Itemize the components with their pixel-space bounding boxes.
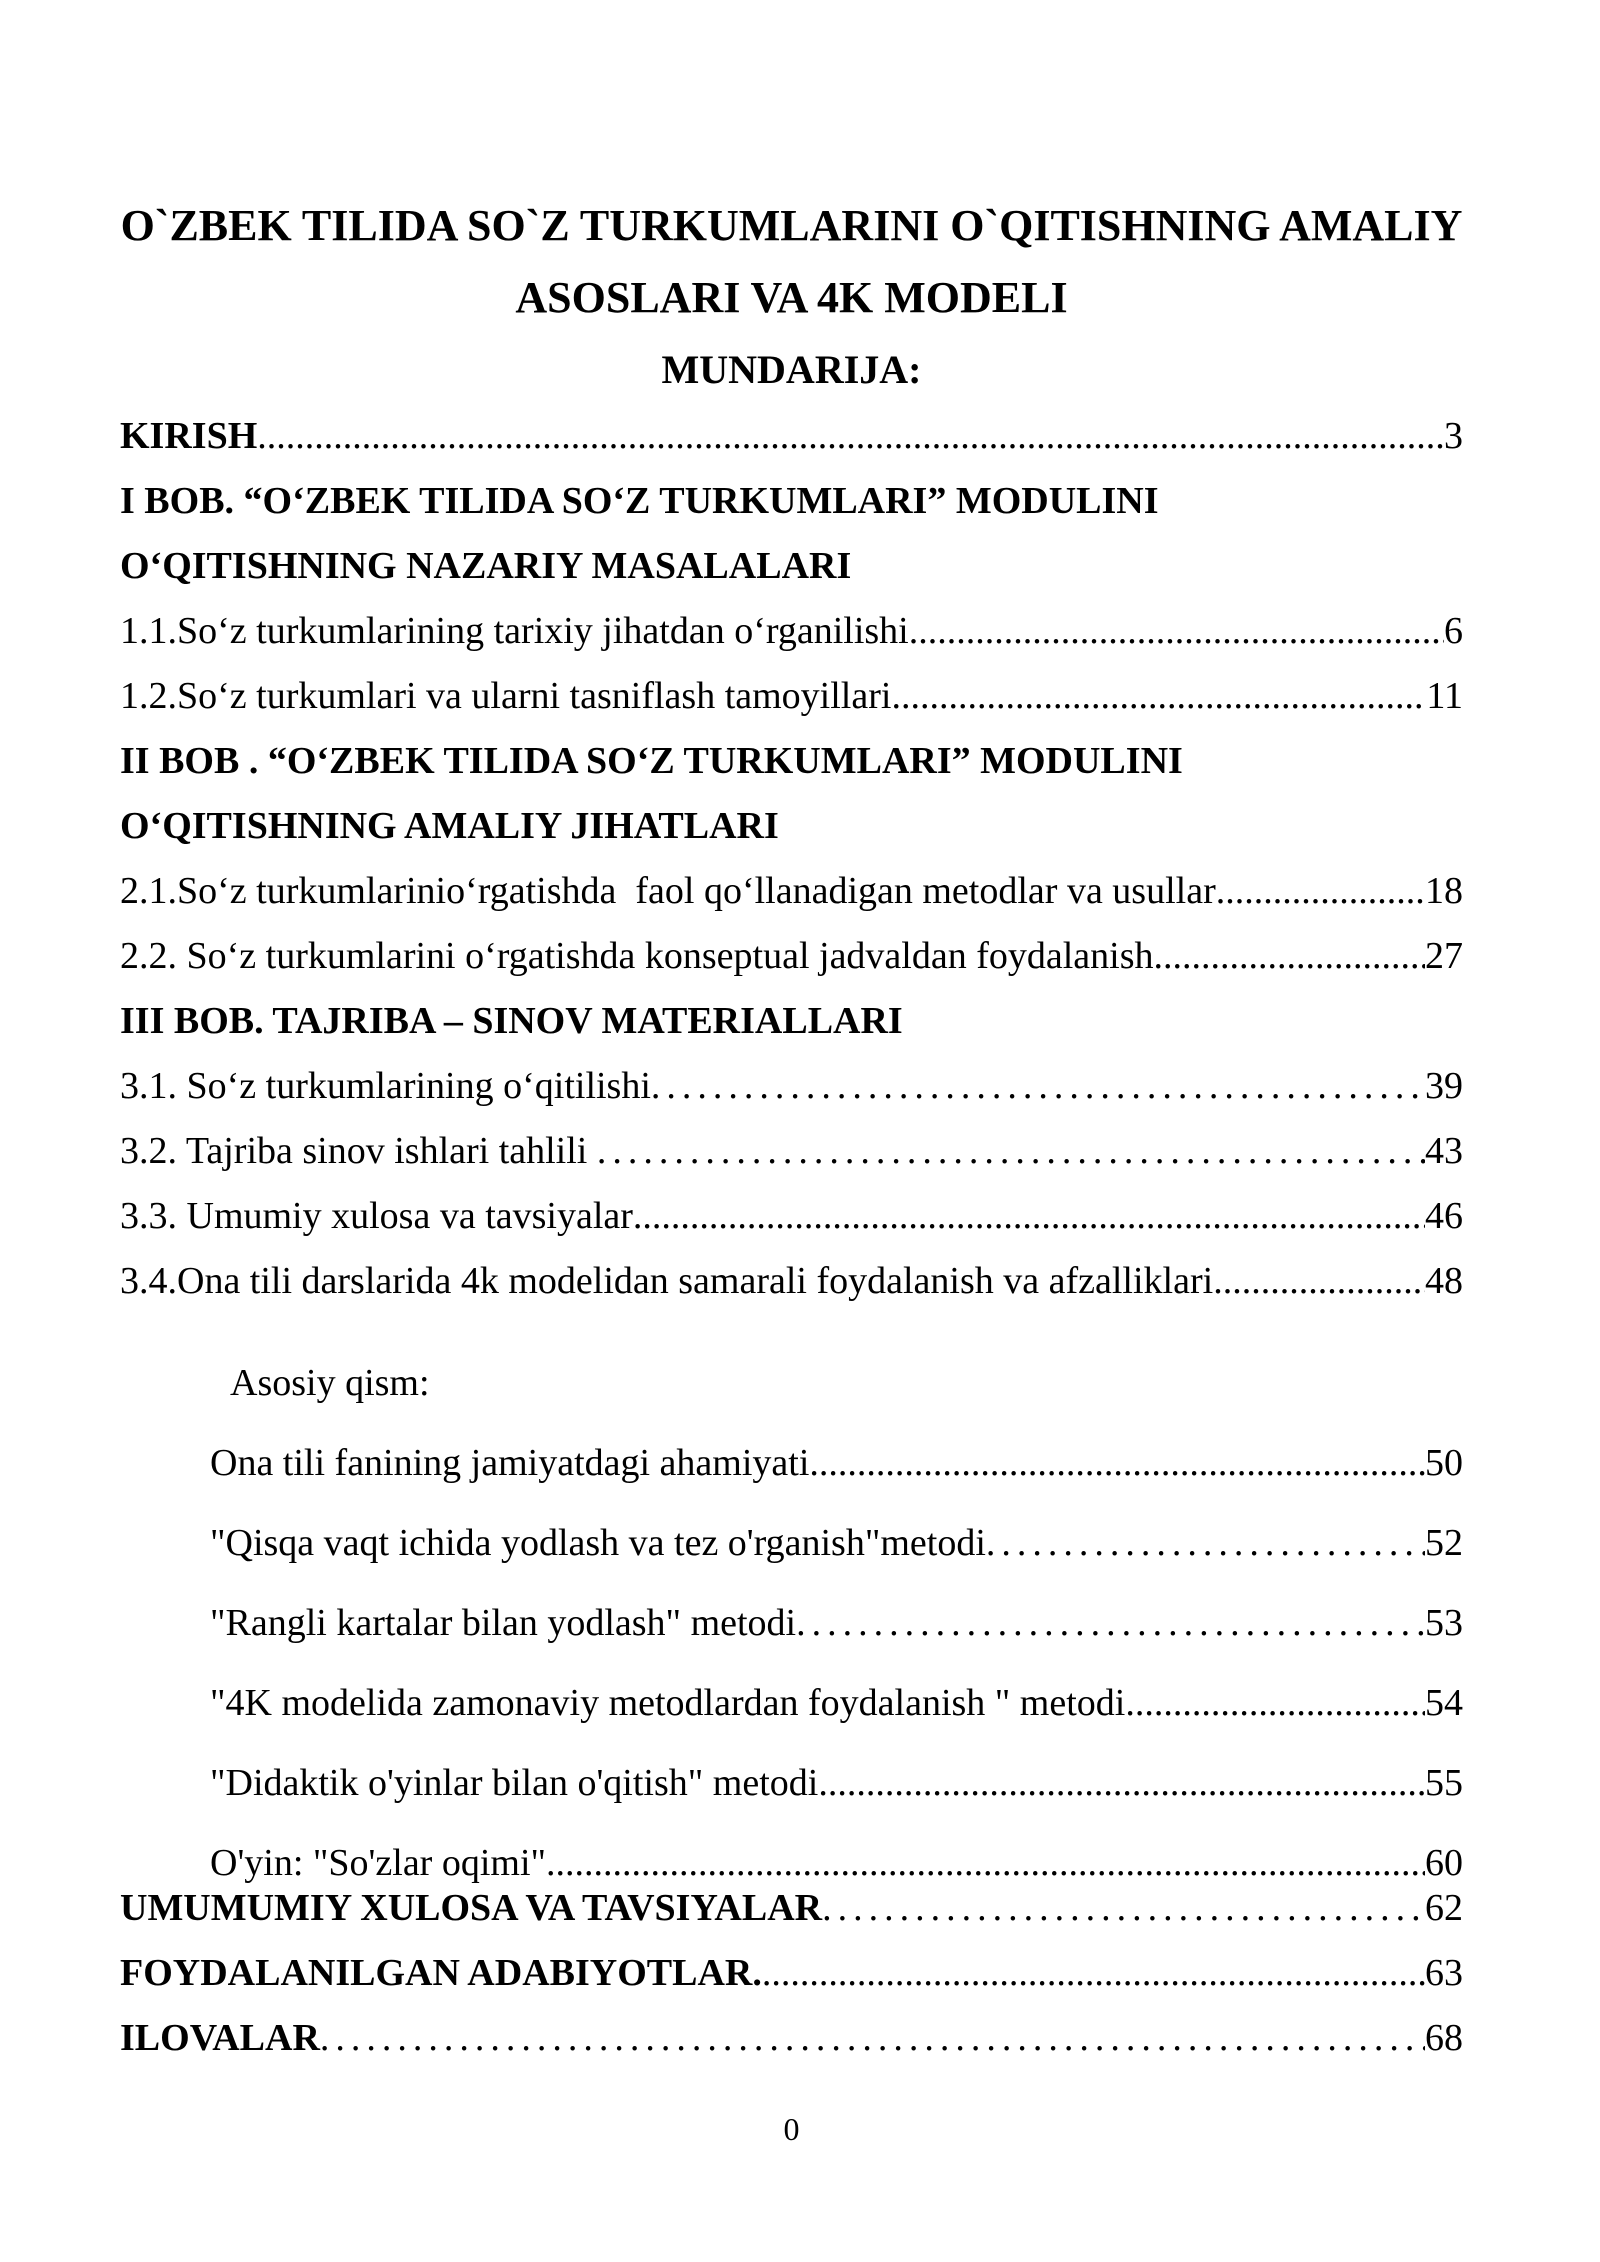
toc-entry-label: 3.3. Umumiy xulosa va tavsiyalar: [120, 1195, 633, 1237]
toc-leader-dots: [1125, 1663, 1425, 1743]
toc-entry-label: O‘QITISHNING AMALIY JIHATLARI: [120, 805, 779, 847]
toc-heading: MUNDARIJA:: [661, 347, 922, 392]
toc-entry-page: 27: [1425, 935, 1463, 977]
toc-entry-label: O‘QITISHNING NAZARIY MASALALARI: [120, 545, 852, 587]
toc-entry-label: 3.2. Tajriba sinov ishlari tahlili: [120, 1130, 597, 1172]
toc-entry: [120, 1423, 1463, 1503]
toc-entry-label: I BOB. “O‘ZBEK TILIDA SO‘Z TURKUMLARI” MODULINI: [120, 480, 1159, 522]
toc-entry: [120, 1503, 1463, 1583]
toc-leader-dots: [822, 1876, 1425, 1941]
document-title: [120, 190, 1463, 334]
toc-entry-label: "Qisqa vaqt ichida yodlash va tez o'rganish"metodi: [210, 1522, 986, 1564]
toc-entry-page: 55: [1425, 1762, 1463, 1804]
toc-entry: [120, 794, 1463, 859]
toc-entry-label: 2.1.So‘z turkumlarinio‘rgatishda faol qo‘llanadigan metodlar va usullar: [120, 870, 1216, 912]
toc-entry-label: III BOB. TAJRIBA – SINOV MATERIALLARI: [120, 1000, 903, 1042]
toc-entry: [120, 404, 1463, 469]
toc-leader-dots: [651, 1054, 1425, 1119]
toc-entry-label: KIRISH: [120, 415, 258, 457]
toc-entry: [120, 2006, 1463, 2071]
toc-entry-label: "Rangli kartalar bilan yodlash" metodi: [210, 1602, 797, 1644]
toc-entry: [120, 1663, 1463, 1743]
toc-leader-dots: [818, 1743, 1425, 1823]
toc-entry: [120, 1184, 1463, 1249]
document-title-line-1: O`ZBEK TILIDA SO`Z TURKUMLARINI O`QITISHNING AMALIY: [120, 201, 1463, 250]
toc-entry-page: 63: [1425, 1952, 1463, 1994]
toc-entry-label: ILOVALAR: [120, 2017, 320, 2059]
toc-entry: [120, 1054, 1463, 1119]
toc-entry-label: 3.1. So‘z turkumlarining o‘qitilishi: [120, 1065, 651, 1107]
toc-entry-page: 68: [1425, 2017, 1463, 2059]
toc-entry-label: 1.2.So‘z turkumlari va ularni tasniflash tamoyillari: [120, 675, 892, 717]
document-title-line-2: ASOSLARI VA 4K MODELI: [515, 273, 1068, 322]
toc-entry-label: UMUMUMIY XULOSA VA TAVSIYALAR: [120, 1887, 823, 1929]
toc-entry: [120, 1119, 1463, 1184]
toc-entry: [120, 729, 1463, 794]
toc-entry-page: 46: [1425, 1195, 1463, 1237]
toc-entry: [120, 1941, 1463, 2006]
toc-asosiy-qism-section: [120, 1343, 1463, 1903]
toc-entry-label: "Didaktik o'yinlar bilan o'qitish" metodi: [210, 1762, 819, 1804]
toc-entry-label: "4K modelida zamonaviy metodlardan foydalanish " metodi: [210, 1682, 1126, 1724]
toc-leader-dots: [809, 1423, 1425, 1503]
toc-entry-label: Asosiy qism:: [230, 1362, 430, 1404]
toc-entry: [120, 534, 1463, 599]
toc-final-section: [120, 1876, 1463, 2071]
toc-leader-dots: [986, 1503, 1425, 1583]
toc-leader-dots: [257, 404, 1444, 469]
toc-entry: [120, 664, 1463, 729]
toc-entry-page: 50: [1425, 1442, 1463, 1484]
toc-entry-page: 39: [1425, 1065, 1463, 1107]
toc-leader-dots: [320, 2006, 1425, 2071]
toc-leader-dots: [891, 664, 1426, 729]
toc-entry: [120, 1876, 1463, 1941]
toc-entry-page: 3: [1444, 415, 1463, 457]
toc-entry-page: 62: [1425, 1887, 1463, 1929]
toc-entry: [120, 469, 1463, 534]
toc-leader-dots: [1154, 924, 1425, 989]
toc-entry-page: 52: [1425, 1522, 1463, 1564]
toc-entry-label: Ona tili fanining jamiyatdagi ahamiyati: [210, 1442, 810, 1484]
toc-leader-dots: [1213, 1249, 1425, 1314]
toc-entry: [120, 1583, 1463, 1663]
toc-entry-label: II BOB . “O‘ZBEK TILIDA SO‘Z TURKUMLARI” MODULINI: [120, 740, 1183, 782]
toc-entry-page: 18: [1425, 870, 1463, 912]
toc-entry-page: 48: [1425, 1260, 1463, 1302]
page-number: 0: [783, 2111, 800, 2147]
toc-entry: [120, 859, 1463, 924]
toc-entry-label: FOYDALANILGAN ADABIYOTLAR.: [120, 1952, 762, 1994]
toc-entry-page: 11: [1426, 675, 1463, 717]
document-content: [120, 0, 1463, 2149]
toc-entry: [120, 1249, 1463, 1314]
toc-entry-label: 1.1.So‘z turkumlarining tarixiy jihatdan o‘rganilishi: [120, 610, 909, 652]
toc-leader-dots: [762, 1941, 1425, 2006]
toc-entry-label: 3.4.Ona tili darslarida 4k modelidan samarali foydalanish va afzalliklari: [120, 1260, 1214, 1302]
toc-leader-dots: [1216, 859, 1425, 924]
toc-entry-label: O'yin: "So'zlar oqimi": [210, 1842, 547, 1884]
toc-entry: [120, 599, 1463, 664]
toc-entry: [120, 924, 1463, 989]
toc-entry-page: 60: [1425, 1842, 1463, 1884]
toc-leader-dots: [597, 1119, 1425, 1184]
toc-entry-page: 43: [1425, 1130, 1463, 1172]
toc-entry-page: 6: [1444, 610, 1463, 652]
toc-leader-dots: [909, 599, 1444, 664]
toc-entry-label: 2.2. So‘z turkumlarini o‘rgatishda konseptual jadvaldan foydalanish: [120, 935, 1154, 977]
toc-entry-page: 53: [1425, 1602, 1463, 1644]
toc-leader-dots: [633, 1184, 1425, 1249]
toc-main-section: [120, 404, 1463, 1314]
toc-entry-page: 54: [1425, 1682, 1463, 1724]
toc-leader-dots: [796, 1583, 1425, 1663]
toc-entry: [120, 1343, 1463, 1423]
toc-entry: [120, 989, 1463, 1054]
toc-entry: [120, 1743, 1463, 1823]
